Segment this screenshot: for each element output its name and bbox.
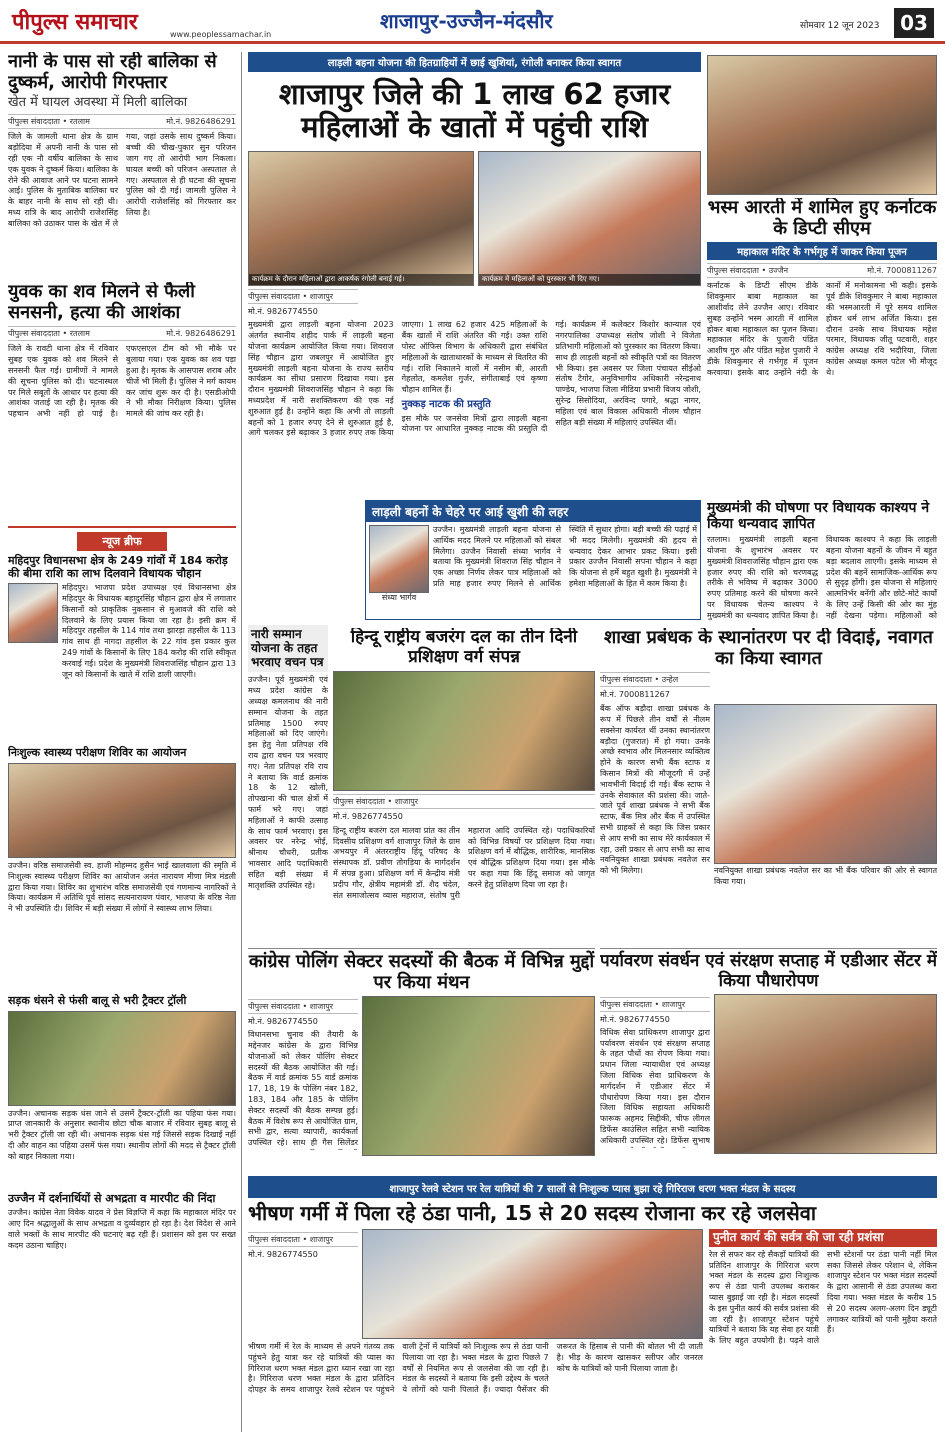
story-branch-manager-farewell bbox=[600, 628, 937, 943]
photo-caption: कार्यक्रम में महिलाओं को पुरस्कार भी दिए गए। bbox=[479, 274, 700, 285]
brief-body-insurance: महिदपुर। भाजपा प्रदेश उपाध्यक्ष एवं विधानसभा क्षेत्र महिदपुर के विधायक बहादुरसिंह चौहान द्वारा क्षेत्र में लगातार किसानों को प्राकृतिक नुकसान से मुआवजे की राशि को दिलवाने के लिए प्रयास किया जा रहा है। इसी क्रम में महिदपुर तहसील के 114 गांव तथा झारड़ा तहसील के 113 गांव साथ ही नागदा तहसील के 22 गांव इस प्रकार कुल 249 गांवों के किसानों के लिए 184 करोड़ की राशि स्वीकृत करवाई गई। प्रदेश के मुख्यमंत्री शिवराजसिंह चौहान द्वारा 13 जून को किसानों के खाते में राशि डाली जाएगी। bbox=[62, 583, 236, 679]
story-body: हिन्दू राष्ट्रीय बजरंग दल मालवा प्रांत का तीन दिवसीय प्रशिक्षण वर्ग शाजापुर जिले के ग्राम अभयपुर में अंतरराष्ट्रीय हिंदू परिषद के संस्थापक डॉ. प्रवीण तोगड़िया के मार्गदर्शन में संपन्न हुआ। प्रशिक्षण वर्ग में केन्द्रीय मंत्री प्रदीप गौर, क्षेत्रीय महामंत्री डॉ. शैद चंदेल, संत समाजोत्सव व्यास महाराज, संतोष पुरी महाराज आदि उपस्थित रहे। पदाधिकारियों को विभिन्न विषयों पर प्रशिक्षण दिया गया। प्रशिक्षण वर्ग में बौद्धिक, शारीरिक, मानसिक एवं बौद्धिक प्रशिक्षण दिया गया। इस मौके पर कहा गया कि हिंदू समाज को जागृत करने हेतु प्रशिक्षण दिया जा रहा है। bbox=[333, 825, 595, 900]
byline-mobile: मो.नं. 9826774550 bbox=[248, 1250, 318, 1259]
brief-headline-devotees: उज्जैन में दर्शनार्थियों से अभद्रता व मारपीट की निंदा bbox=[8, 1191, 216, 1205]
mla-portrait-photo bbox=[8, 583, 58, 643]
water-headline: भीषण गर्मी में पिला रहे ठंडा पानी, 15 से 20 सदस्य रोजाना कर रहे जलसेवा bbox=[248, 1201, 817, 1225]
story-plantation-adr bbox=[600, 948, 937, 1173]
award-photo bbox=[478, 151, 701, 286]
byline: पीपुल्स संवाददाता • शाजापुर bbox=[248, 1232, 358, 1247]
story-rape-arrest bbox=[8, 52, 236, 280]
plantation-photo bbox=[714, 994, 937, 1154]
story-body: कर्नाटक के डिप्टी सीएम डीके शिवकुमार बाबा महाकाल का आशीर्वाद लेने उज्जैन आए। रविवार सुबह उन्होंने भस्म आरती में शामिल होकर बाबा महाकाल का पूजन किया। महाकाल मंदिर के पुजारी पंडित आशीष गुरु और पंडित महेश पुजारी ने डीके शिवकुमार से गर्भगृह में पूजन करवाया। इसके बाद उन्होंने नंदी के कानों में मनोकामना भी कही। इसके पूर्व डीके शिवकुमार ने बाबा महाकाल की भस्मआरती में पूरे समय शामिल होकर धर्म लाभ अर्जित किया। इस दौरान उनके साथ विधायक महेश परमार, विधायक जीतू पटवारी, शहर कांग्रेस अध्यक्ष रवि भदौरिया, जिला कांग्रेस अध्यक्ष कमल पटेल भी मौजूद थे। bbox=[707, 281, 937, 377]
section-title: शाजापुर-उज्जैन-मंदसौर bbox=[380, 9, 553, 33]
newspaper-logo: पीपुल्स समाचार bbox=[12, 9, 138, 35]
byline: पीपुल्स संवाददाता • उज्जैन मो.नं. 7000811267 bbox=[707, 263, 937, 278]
byline: पीपुल्स संवाददाता • रतलाम मो.नं. 9826486291 bbox=[8, 326, 236, 341]
headline: शाखा प्रबंधक के स्थानांतरण पर दी विदाई, नवागत का किया स्वागत bbox=[604, 628, 933, 669]
health-camp-photo bbox=[8, 763, 236, 858]
subheadline: महाकाल मंदिर के गर्भगृह में जाकर किया पूजन bbox=[707, 242, 937, 260]
byline-mobile: मो.नं. 7000811267 bbox=[600, 690, 670, 700]
byline-mobile: मो.नं. 9826774550 bbox=[248, 306, 318, 316]
headline: पर्यावरण संवर्धन एवं संरक्षण सप्ताह में एडीआर सेंटर में किया पौधारोपण bbox=[600, 951, 937, 991]
brief-headline-insurance: महिदपुर विधानसभा क्षेत्र के 249 गांवों में 184 करोड़ की बीमा राशि का लाभ दिलवाने विधायक चौहान bbox=[8, 554, 228, 580]
headline: कांग्रेस पोलिंग सेक्टर सदस्यों की बैठक में विभिन्न मुद्दों पर किया मंथन bbox=[248, 951, 595, 993]
website-url[interactable]: www.peoplessamachar.in bbox=[170, 30, 272, 39]
story-dycm-bhasm-aarti bbox=[707, 198, 937, 488]
bhasm-aarti-photo bbox=[707, 55, 937, 195]
story-body: रतलाम। मुख्यमंत्री लाड़ली बहना योजना के शुभारंभ अवसर पर मुख्यमंत्री शिवराजसिंह चौहान द्वारा एक हजार रुपए की राशि को चरणबद्ध तरीके से भविष्य में बढ़ाकर 3000 रुपए प्रतिमाह करने की घोषणा करने पर विधायक चेतन्य काश्यप ने मुख्यमंत्री का धन्यवाद ज्ञापित किया है। विधायक काश्यप ने कहा कि लाड़ली बहना योजना बहनों के जीवन में बहुत बड़ा बदलाव लाएगी। इसके माध्यम से प्रदेश की बहनें सामाजिक-आर्थिक रूप से सुदृढ़ होंगी। इस योजना से महिलाएं आत्मनिर्भर बनेंगी और छोटे-मोटे कार्यों के लिए उन्हें किसी की ओर का मुंह नहीं देखना पड़ेगा। महिलाओं को bbox=[707, 535, 937, 620]
brief-headline-tractor: सड़क धंसने से फंसी बालू से भरी ट्रैक्टर ट्रॉली bbox=[8, 993, 187, 1007]
subheadline: खेत में घायल अवस्था में मिली बालिका bbox=[8, 95, 188, 111]
headline: युवक का शव मिलने से फैली सनसनी, हत्या की आशंका bbox=[8, 282, 195, 323]
story-body-found bbox=[8, 282, 236, 522]
byline-mobile: मो.नं. 9826774550 bbox=[333, 812, 403, 822]
photo-caption: कार्यक्रम के दौरान महिलाओं द्वारा आकर्षक रंगोली बनाई गई। bbox=[249, 274, 473, 285]
masthead bbox=[0, 0, 945, 44]
column-divider bbox=[241, 52, 242, 1432]
ladli-reaction-headline: लाड़ली बहनों के चेहरे पर आई खुशी की लहर bbox=[366, 501, 700, 522]
punit-body: रेल से सफर कर रहे सैकड़ों यात्रियों की प्रतिदिन शाजापुर के गिरिराज धरण भक्त मंडल के सदस्य द्वारा निःशुल्क रूप से ठंडा पानी उपलब्ध कराकर प्यास बुझाई जा रही है। मंडल सदस्यों के इस पुनीत कार्य की सर्वत्र प्रशंसा की जा रही है। शाजापुर स्टेशन पहुंचे यात्रियों ने बताया कि यह सेवा हर यात्री के लिए बहुत उपयोगी है। पढ़ने वाले सभी स्टेशनों पर ठंडा पानी नहीं मिल सका जिससे लेकर परेशान थे, लेकिन शाजापुर स्टेशन पर भक्त मंडल सदस्यों के द्वारा आसानी से ठंडा उपलब्ध करा दिया गया। भक्त मंडल के करीब 15 से 20 सदस्य अलग-अलग दिन ड्यूटी लगाकर यात्रियों को पानी मुहैया कराते हैं। bbox=[709, 1249, 937, 1346]
congress-meeting-photo bbox=[362, 996, 595, 1156]
headline: नानी के पास सो रही बालिका से दुष्कर्म, आरोपी गिरफ्तार bbox=[8, 52, 217, 93]
byline: पीपुल्स संवाददाता • शाजापुर bbox=[248, 999, 358, 1014]
brief-headline-health-camp: निःशुल्क स्वास्थ्य परीक्षण शिविर का आयोजन bbox=[8, 746, 187, 760]
lead-body: मुख्यमंत्री द्वारा लाड़ली बहना योजना 2023 अंतर्गत स्थानीय शहीद पार्क में लाड़ली बहना योजना कार्यक्रम आयोजित किया गया। शिवराज सिंह चौहान द्वारा जबलपुर में आयोजित हुए मुख्यमंत्री लाड़ली बहना योजना के राज्य स्तरीय कार्यक्रम का सीधा प्रसारण दिखाया गया। इस दौरान मुख्यमंत्री शिवराजसिंह चौहान ने कहा कि मध्यप्रदेश में नारी सशक्तिकरण की एक नई शुरुआत हुई है। उन्होंने कहा कि अभी तो लाड़ली बहनों को 1 हजार रुपए देने से शुरुआत हुई है, आगे चलकर इसे बढ़ाकर 3 हजार रुपए तक किया जाएगा। 1 लाख 62 हजार 425 महिलाओं के बैंक खातों में राशि अंतरित की गई। उक्त राशि पोस्ट ऑफिस विभाग के अधिकारी द्वारा संबंधित महिलाओं के खाताधारकों के माध्यम से वितरित की गई। राशि निकालने वालों में नसीम बी, आरती गेहलोत, कमलेश गुर्जर, संगीताबाई एवं कृष्णा चौहान शामिल हैं। नुक्कड़ नाटक की प्रस्तुति इस मौके पर जनसेवा मित्रों द्वारा लाड़ली बहना योजना पर आधारित नुक्कड़ नाटक की प्रस्तुति दी गई। कार्यक्रम में कलेक्टर किशोर कान्याल एवं नगरपालिका उपाध्यक्ष संतोष जोशी ने विजेता प्रतिभागी महिलाओं को पुरस्कार का वितरण किया। साथ ही लाड़ली बहनों को स्वीकृति पत्रों का वितरण भी किया। इस अवसर पर जिला पंचायत सीईओ संतोष टैगोर, अनुविभागीय अधिकारी नरेन्द्रनाथ पाण्डेय, भाजपा जिला मीडिया प्रभारी विजय जोशी, सुरेन्द्र सिसोदिया, अरविन्द पगारे, श्रद्धा नागर, महिला एवं बाल विकास अधिकारी नीलम चौहान सहित बड़ी संख्या में महिलाएं उपस्थित थीं। bbox=[248, 320, 701, 438]
bank-staff-photo bbox=[714, 704, 937, 864]
byline: पीपुल्स संवाददाता • शाजापुर bbox=[333, 794, 595, 809]
water-kicker: शाजापुर रेलवे स्टेशन पर रेल यात्रियों की 7 सालों से निःशुल्क प्यास बुझा रहे गिरिराज धरण भक्त मंडल के सदस्य bbox=[248, 1178, 937, 1198]
news-brief-label: न्यूज ब्रीफ bbox=[77, 532, 167, 551]
ladli-reaction-box bbox=[365, 500, 701, 620]
story-railway-water-service bbox=[248, 1176, 937, 1438]
story-body: भीषण गर्मी में रेल के माध्यम से अपने गंतव्य तक पहुंचने हेतु यात्रा कर रहे यात्रियों की प्यास का गिरिराज धरण भक्त मंडल द्वारा ध्यान रखा जा रहा है। गिरिराज धरण भक्त मंडल के द्वारा प्रतिदिन दोपहर के समय शाजापुर रेलवे स्टेशन पर पहुंचने वाली ट्रेनों में यात्रियों को निःशुल्क रूप से ठंडा पानी पिलाया जा रहा है। भक्त मंडल के द्वारा पिछले 7 वर्षों से नियमित रूप से जलसेवा की जा रही है। मंडल के सदस्यों ने बताया कि इसी उद्देश्य के चलते ये लोगों को पानी पिलाते हैं। ज्यादा पैसेंजर की जरूरत के हिसाब से पानी की बोतल भी दी जाती है। भीड़ के कारण खासकर स्लीपर और जनरल कोच के यात्रियों को पानी पिलाया जाता है। bbox=[248, 1342, 703, 1395]
story-bajrang-dal bbox=[333, 628, 595, 943]
story-congress-polling bbox=[248, 948, 595, 1173]
brief-body-health-camp: उज्जैन। वरिष्ठ समाजसेवी स्व. हाजी मोहम्मद हुसैन भाई खालवाला की स्मृति में निःशुल्क स्वास्थ्य परीक्षण शिविर का आयोजन अनंत नारायण मीणा मित्र मंडली द्वारा किया गया। शिविर का शुभारंभ वरिष्ठ समाजसेवी एवं गणमान्य नागरिकों ने किया। कार्यक्रम में अतिथि पूर्व सांसद सत्यनारायण पंवार, भाजपा के वरिष्ठ नेता ने भी उपस्थिति दी। शिविर में बड़ी संख्या में लोगों ने स्वास्थ्य लाभ लिया। bbox=[8, 860, 236, 914]
byline-mobile: मो.नं. 9826774550 bbox=[600, 1015, 670, 1025]
story-nari-samman bbox=[248, 625, 328, 945]
story-body: बैंक ऑफ बड़ौदा शाखा प्रबंधक के रूप में पिछले तीन वर्षों से नीलम सक्सेना कार्यरत थीं उनका स्थानांतरण बड़ौदा (गुजरात) में हो गया। उनके अच्छे स्वभाव और मिलनसार व्यक्तित्व होने के कारण सभी बैंक स्टाफ व किसान मित्रों की मौजूदगी में उन्हें भावभीनी विदाई दी गई। बैंक स्टाफ ने उनके सेवाकाल की प्रशंसा की। जाते-जाते पूर्व शाखा प्रबंधक ने सभी बैंक स्टाफ, बैंक मित्र और बैंक में उपस्थित सभी ग्राहकों से कहा कि जिस प्रकार से आप सभी का साथ मेरे कार्यकाल में रहा, उसी प्रकार से आप सभी का साथ नवनियुक्त शाखा प्रबंधक नवतेज सर को भी मिलेगा। bbox=[600, 704, 710, 876]
story-body: उज्जैन। पूर्व मुख्यमंत्री एवं मध्य प्रदेश कांग्रेस के अध्यक्ष कमलनाथ की नारी सम्मान योजना के तहत प्रतिमाह 1500 रुपए महिलाओं को दिए जाएंगे। इस हेतु नेता प्रतिपक्ष रवि राय द्वारा वचन पत्र भरवाए गए। नेता प्रतिपक्ष रवि राय ने बताया कि वार्ड क्रमांक 18 के 12 खोली, तोपखाना की चाल क्षेत्रों में फार्म भरे गए। जहां महिलाओं ने काफी उत्साह के साथ फार्म भरवाए। इस अवसर पर नरेन्द्र भोई, श्रीनाथ चौधरी, प्रतीक भावसार आदि पदाधिकारी सहित बड़ी संख्या में मातृशक्ति उपस्थित रहे। bbox=[248, 675, 328, 890]
story-body: जिले के जामली थाना क्षेत्र के ग्राम बड़ोदिया में अपनी नानी के पास सो रही एक नौ वर्षीय बालिका के साथ एक युवक ने दुष्कर्म किया। बालिका के रोने की आवाज आने पर घटना सामने आई। पुलिस के मुताबिक बालिका घर के बाहर नानी के साथ सो रही थी। मध्य रात्रि के बाद आरोपी राजेशसिंह बालिका को उठाकर पास के खेत में ले गया, जहां उसके साथ दुष्कर्म किया। बच्ची की चीख-पुकार सुन परिजन जाग गए तो आरोपी भाग निकला। घायल बच्ची को परिजन अस्पताल ले गए। अस्पताल से ही घटना की सूचना पुलिस को दी गई। जामली पुलिस ने आरोपी राजेशसिंह को गिरफ्तार कर लिया है। bbox=[8, 132, 236, 228]
lead-kicker: लाड़ली बहना योजना की हितग्राहियों में छाई खुशियां, रंगोली बनाकर किया स्वागत bbox=[248, 52, 701, 72]
water-service-photo bbox=[362, 1229, 703, 1339]
byline: पीपुल्स संवाददाता • शाजापुर bbox=[600, 997, 710, 1012]
story-kashyap-thanks bbox=[707, 500, 937, 625]
byline-mobile: मो.नं. 9826774550 bbox=[248, 1017, 318, 1027]
brief-body-tractor: उज्जैन। अचानक सड़क धंस जाने से उसमें ट्रैक्टर-ट्रॉली का पहिया फंस गया। प्राप्त जानकारी के अनुसार स्थानीय छोटा चौक बाजार में रविवार सुबह बालू से भरी ट्रैक्टर ट्रॉली जा रही थी। अचानक सड़क धंस गई जिससे सड़क दिखाई नहीं दी और वाहन का पहिया उसमें फंस गया। स्थानीय लोगों की मदद से ट्रैक्टर ट्रॉली को बाहर निकाला गया। bbox=[8, 1108, 236, 1161]
story-body: जिले के रावटी थाना क्षेत्र में रविवार सुबह एक युवक को शव मिलने से सनसनी फैल गई। ग्रामीणों ने मामले की सूचना पुलिस को दी। घटनास्थल पर मिले सबूतों के आधार पर हत्या की आशंका जताई जा रही है। मृतक की पहचान अभी नहीं हो पाई है। एफएसएल टीम को भी मौके पर बुलाया गया। एक युवक का शव पड़ा हुआ है। मृतक के आसपास शराब और चीजें भी मिली हैं। पुलिस ने मर्ग कायम कर जांच शुरू कर दी है। एसडीओपी ने भी मौका निरीक्षण किया। पुलिस मामले की जांच कर रही है। bbox=[8, 344, 236, 419]
page-number: 03 bbox=[894, 8, 934, 38]
headline: मुख्यमंत्री की घोषणा पर विधायक काश्यप ने किया धन्यवाद ज्ञापित bbox=[707, 500, 930, 533]
headline: हिन्दू राष्ट्रीय बजरंग दल का तीन दिनी प्रशिक्षण वर्ग संपन्न bbox=[350, 628, 578, 667]
news-brief-section bbox=[8, 526, 236, 1438]
portrait-name: संध्या भार्गव bbox=[381, 593, 417, 602]
issue-date: सोमवार 12 जून 2023 bbox=[800, 21, 880, 31]
lead-story-ladli-behna bbox=[248, 52, 701, 497]
training-camp-photo bbox=[333, 671, 595, 791]
ladli-reaction-body: उज्जैन। मुख्यमंत्री लाड़ली बहना योजना से आर्थिक मदद मिलने पर महिलाओं को संबल मिलेगा। उज्जैन निवासी संध्या भार्गव ने बताया कि मुख्यमंत्री शिवराज सिंह चौहान ने एक अच्छा निर्णय लेकर पात्र महिलाओं को प्रति माह हजार रुपए मिलने से आर्थिक स्थिति में सुधार होगा। बड़ी बच्ची की पढ़ाई में भी मदद मिलेगी। मुख्यमंत्री की हृदय से धन्यवाद देकर आभार प्रकट किया। इसी प्रकार उज्जैन निवासी सपना चौहान ने कहा कि योजना से हमें बहुत खुशी है। मुख्यमंत्री ने हमेशा महिलाओं के हित में काम किया है। bbox=[433, 525, 697, 588]
tractor-trolley-photo bbox=[8, 1011, 236, 1106]
lead-headline: शाजापुर जिले की 1 लाख 62 हजार महिलाओं के खातों में पहुंची राशि bbox=[278, 77, 671, 145]
byline: पीपुल्स संवाददाता • उन्हेल bbox=[600, 672, 710, 687]
byline: पीपुल्स संवाददाता • रतलाम मो.नं. 9826486291 bbox=[8, 114, 236, 129]
story-body: विधानसभा चुनाव की तैयारी के मद्देनजर कांग्रेस के द्वारा विभिन्न योजनाओं को लेकर पोलिंग सेक्टर सदस्यों की बैठक आयोजित की गई। बैठक में वार्ड क्रमांक 55 वार्ड क्रमांक 17, 18, 19 के पोलिंग नंबर 182, 183, 184 और 185 के पोलिंग सेक्टर सदस्यों की बैठक सम्पन्न हुई। बैठक में विशेष रूप से आयोजित ग्राम, सभी द्वार, सत्या व्यापारी, कार्यकर्ता उपस्थित रहे। साथ ही गैस सिलेंडर bbox=[248, 1030, 358, 1148]
subhead-nukkad: नुक्कड़ नाटक की प्रस्तुति bbox=[401, 399, 491, 411]
story-body: विधिक सेवा प्राधिकरण शाजापुर द्वारा पर्यावरण संवर्धन एवं संरक्षण सप्ताह के तहत पौधों का रोपण किया गया। प्रधान जिला न्यायाधीश एवं अध्यक्ष जिला विधिक सेवा प्राधिकरण के मार्गदर्शन में एडीआर सेंटर में पौधारोपण किया गया। इस दौरान जिला विधिक सहायता अधिकारी फारूक अहमद सिद्दीकी, चीफ लीगल डिफेंस काउंसिल सहित सभी न्यायिक अधिकारी उपस्थित रहे। डिफेंस सुभाष bbox=[600, 1027, 710, 1145]
brief-body-devotees: उज्जैन। कांग्रेस नेता विवेक यादव ने प्रेस विज्ञप्ति में कहा कि महाकाल मंदिर पर आए दिन श्रद्धालुओं के साथ अभद्रता व दुर्व्यवहार हो रहा है। देश विदेश से आने वाले भक्तों के साथ मारपीट की घटनाएं बढ़ रही हैं। प्रशासन को इस पर सख्त कदम उठाना चाहिए। bbox=[8, 1208, 236, 1250]
headline: नारी सम्मान योजना के तहत भरवाए वचन पत्र bbox=[248, 625, 328, 672]
rangoli-photo bbox=[248, 151, 474, 286]
punit-headline: पुनीत कार्य की सर्वत्र की जा रही प्रशंसा bbox=[709, 1229, 937, 1247]
headline: भस्म आरती में शामिल हुए कर्नाटक के डिप्टी सीएम bbox=[707, 198, 937, 239]
woman-portrait-photo bbox=[369, 525, 429, 593]
byline: पीपुल्स संवाददाता • शाजापुर bbox=[248, 289, 358, 304]
photo-caption: नवनियुक्त शाखा प्रबंधक नवतेज सर का भी बैंक परिवार की ओर से स्वागत किया गया। bbox=[714, 866, 937, 886]
